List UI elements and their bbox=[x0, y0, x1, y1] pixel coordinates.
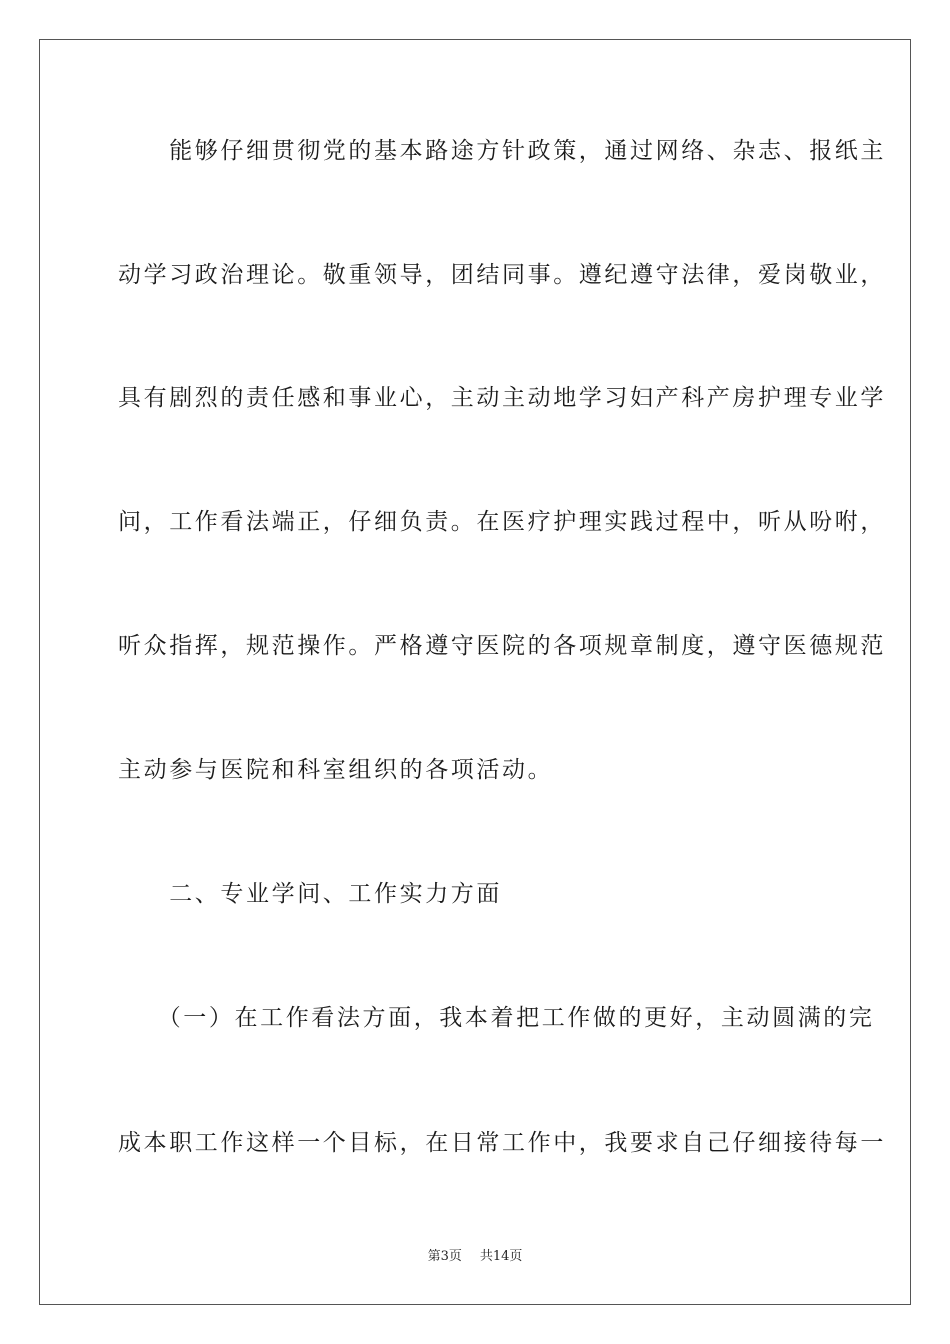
page-footer bbox=[0, 1248, 950, 1266]
text-line: 能够仔细贯彻党的基本路途方针政策，通过网络、杂志、报纸主 bbox=[118, 138, 886, 164]
text-line: 主动参与医院和科室组织的各项活动。 bbox=[118, 757, 554, 783]
text-line: 问，工作看法端正，仔细负责。在医疗护理实践过程中，听从吩咐， bbox=[118, 509, 886, 535]
text-line: 动学习政治理论。敬重领导，团结同事。遵纪遵守法律，爱岗敬业， bbox=[118, 262, 886, 288]
text-line: 听众指挥，规范操作。严格遵守医院的各项规章制度，遵守医德规范 bbox=[118, 633, 886, 659]
page-border bbox=[39, 39, 911, 1305]
section-heading: 二、专业学问、工作实力方面 bbox=[118, 881, 502, 907]
text-line: 具有剧烈的责任感和事业心，主动主动地学习妇产科产房护理专业学 bbox=[118, 385, 886, 411]
page-number: 第3页 bbox=[427, 1249, 462, 1264]
text-line: 成本职工作这样一个目标，在日常工作中，我要求自己仔细接待每一 bbox=[118, 1130, 886, 1156]
text-line: （一）在工作看法方面，我本着把工作做的更好，主动圆满的完 bbox=[118, 1005, 875, 1031]
page-total: 共14页 bbox=[479, 1249, 523, 1264]
